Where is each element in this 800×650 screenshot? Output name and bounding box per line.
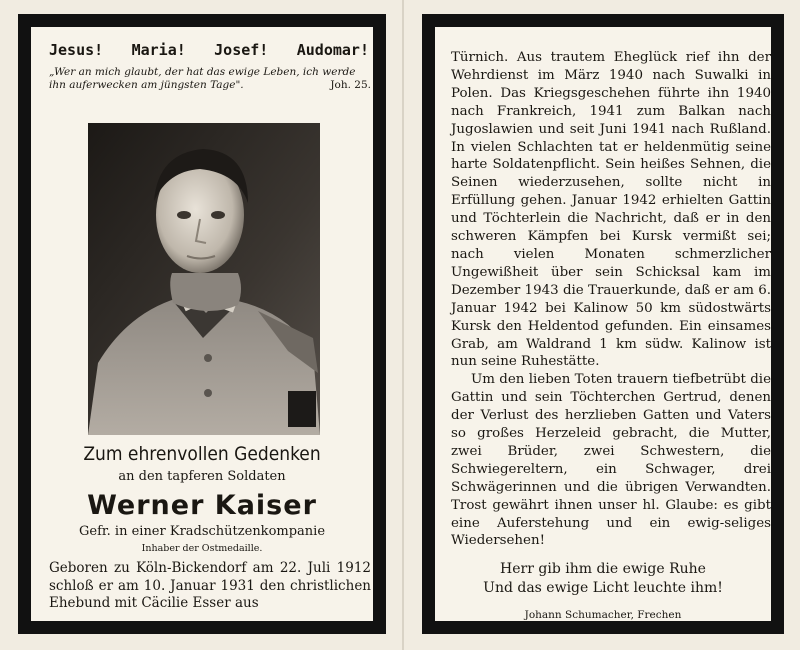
exclamation-row	[49, 41, 369, 59]
portrait-image	[88, 123, 320, 435]
exclamation-jesus: Jesus!	[49, 41, 104, 59]
prayer-line-1: Herr gib ihm die ewige Ruhe	[500, 561, 706, 577]
verse-text: „Wer an mich glaubt, der hat das ewige Leben, ich werde ihn auferwecken am jüngsten Tage".	[49, 66, 356, 91]
memorial-heading: Zum ehrenvollen Gedenken	[83, 443, 321, 465]
right-card	[404, 0, 800, 650]
right-card-frame	[422, 14, 784, 634]
left-card-frame	[18, 14, 386, 634]
exclamation-audomar: Audomar!	[296, 41, 369, 59]
exclamation-maria: Maria!	[131, 41, 186, 59]
exclamation-josef: Josef!	[214, 41, 269, 59]
military-rank: Gefr. in einer Kradschützenkompanie	[78, 524, 326, 539]
biography-paragraph-1: Türnich. Aus trautem Eheglück rief ihn der Wehrdienst im März 1940 nach Suwalki in Polen. Das Kriegsgeschehen führte ihn 1940 nach Frankreich, 1941 zum Balkan nach Jugoslawien und seit Juni 1941 nach Rußland. In vielen Schlachten tat er heldenmütig seine harte Soldatenpflicht. Sein heißes Sehnen, die Seinen wiederzusehen, sollte nicht in Erfüllung gehen. Januar 1942 erhielten Gattin und Töchterlein die Nachricht, daß er in den schweren Kämpfen bei Kursk vermißt sei; nach vielen Monaten schmerzlicher Ungewißheit über sein Schicksal kam im Dezember 1943 die Trauerkunde, daß er am 6. Januar 1942 bei Kalinow 50 km südostwärts Kursk den Heldentod gefunden. Ein einsames Grab, am Waldrand 1 km südw. Kalinow ist nun seine Ruhestätte.	[451, 50, 771, 370]
bible-verse	[49, 66, 371, 92]
deceased-name: Werner Kaiser	[87, 490, 317, 521]
verse-reference: Joh. 25.	[330, 79, 371, 91]
printer-credit: Johann Schumacher, Frechen	[524, 609, 682, 621]
biography-continuation	[451, 49, 771, 550]
biography-start: Geboren zu Köln-Bickendorf am 22. Juli 1912 schloß er am 10. Januar 1931 den christlichen Ehebund mit Cäcilie Esser aus	[49, 560, 371, 611]
memorial-subheading: an den tapferen Soldaten	[118, 469, 286, 484]
mourners-paragraph: Um den lieben Toten trauern tiefbetrübt die Gattin und sein Töchterchen Gertrud, denen der Verlust des herzlieben Gatten und Vaters so großes Herzeleid gebracht, die Mutter, zwei Brüder, zwei Schwestern, die Schwiegereltern, ein Schwager, drei Schwägerinnen und die übrigen Verwandten. Trost gewährt ihnen unser hl. Glaube: es gibt eine Auferstehung und ein ewig-seliges Wiedersehen!	[451, 372, 771, 549]
prayer-line-2: Und das ewige Licht leuchte ihm!	[483, 580, 723, 596]
award-line: Inhaber der Ostmedaille.	[141, 543, 263, 554]
soldier-portrait-photo	[88, 123, 320, 435]
